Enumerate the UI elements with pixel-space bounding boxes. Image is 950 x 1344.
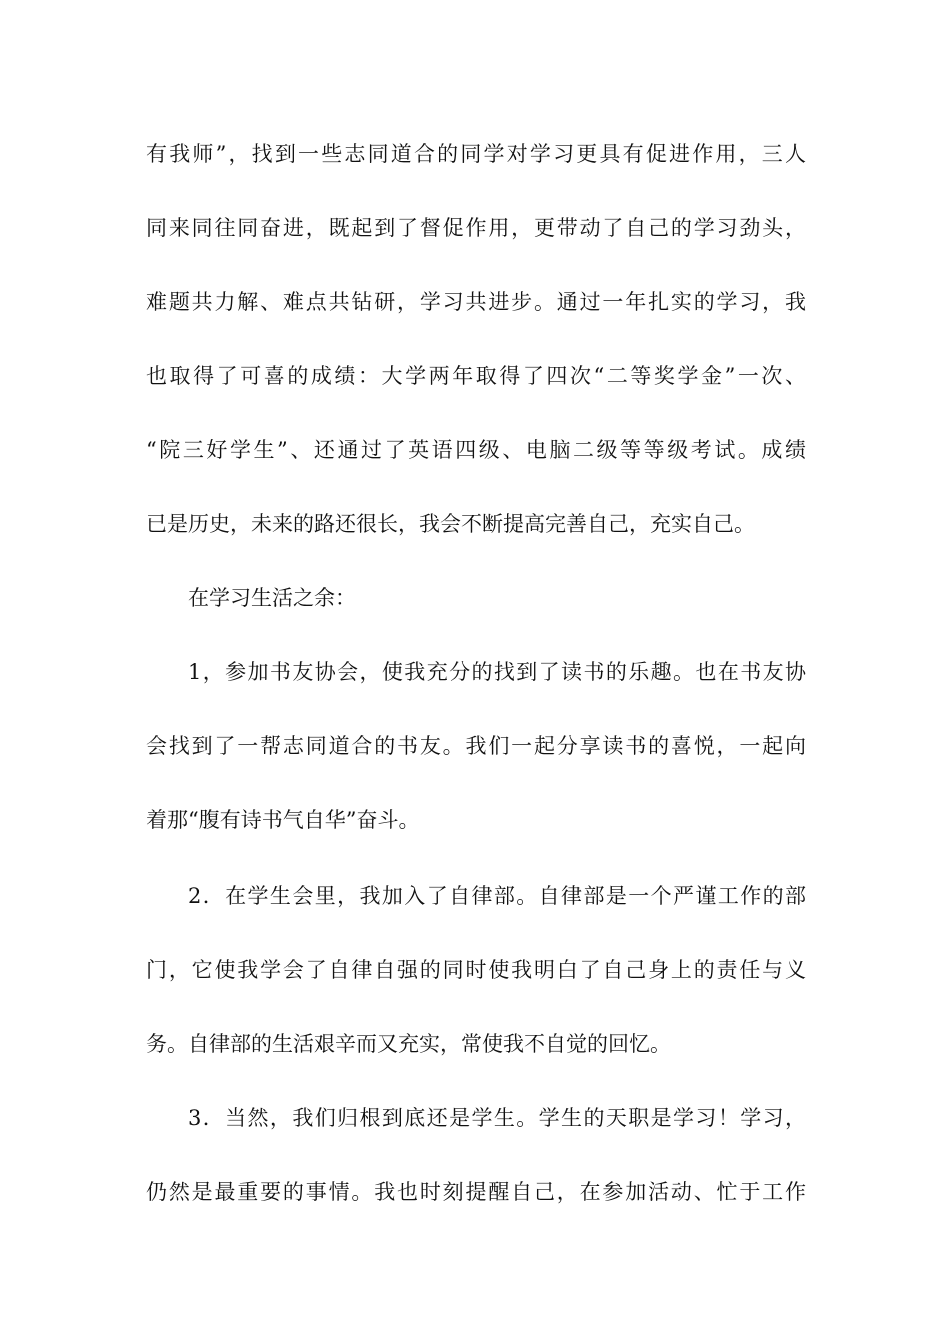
text-line: 着那“腹有诗书气自华”奋斗。 — [146, 808, 420, 832]
text-line: 也取得了可喜的成绩：大学两年取得了四次“二等奖学金”一次、 — [146, 364, 806, 388]
paragraph-heading: 在学习生活之余： — [188, 586, 356, 610]
text-line: “院三好学生”、还通过了英语四级、电脑二级等等级考试。成绩 — [146, 438, 806, 462]
text-line: 有我师”，找到一些志同道合的同学对学习更具有促进作用，三人 — [146, 142, 806, 166]
text-line: 1，参加书友协会，使我充分的找到了读书的乐趣。也在书友协 — [188, 660, 806, 684]
text-line: 已是历史，未来的路还很长，我会不断提高完善自己，充实自己。 — [146, 512, 755, 536]
text-line: 务。自律部的生活艰辛而又充实，常使我不自觉的回忆。 — [146, 1032, 671, 1056]
text-line: 仍然是最重要的事情。我也时刻提醒自己，在参加活动、忙于工作 — [146, 1180, 806, 1204]
text-line: 同来同往同奋进，既起到了督促作用，更带动了自己的学习劲头， — [146, 216, 806, 240]
text-line: 难题共力解、难点共钻研，学习共进步。通过一年扎实的学习，我 — [146, 290, 806, 314]
text-line: 2．在学生会里，我加入了自律部。自律部是一个严谨工作的部 — [188, 884, 806, 908]
text-line: 3．当然，我们归根到底还是学生。学生的天职是学习！学习， — [188, 1106, 806, 1130]
text-line: 门，它使我学会了自律自强的同时使我明白了自己身上的责任与义 — [146, 958, 806, 982]
text-line: 会找到了一帮志同道合的书友。我们一起分享读书的喜悦，一起向 — [146, 734, 806, 758]
